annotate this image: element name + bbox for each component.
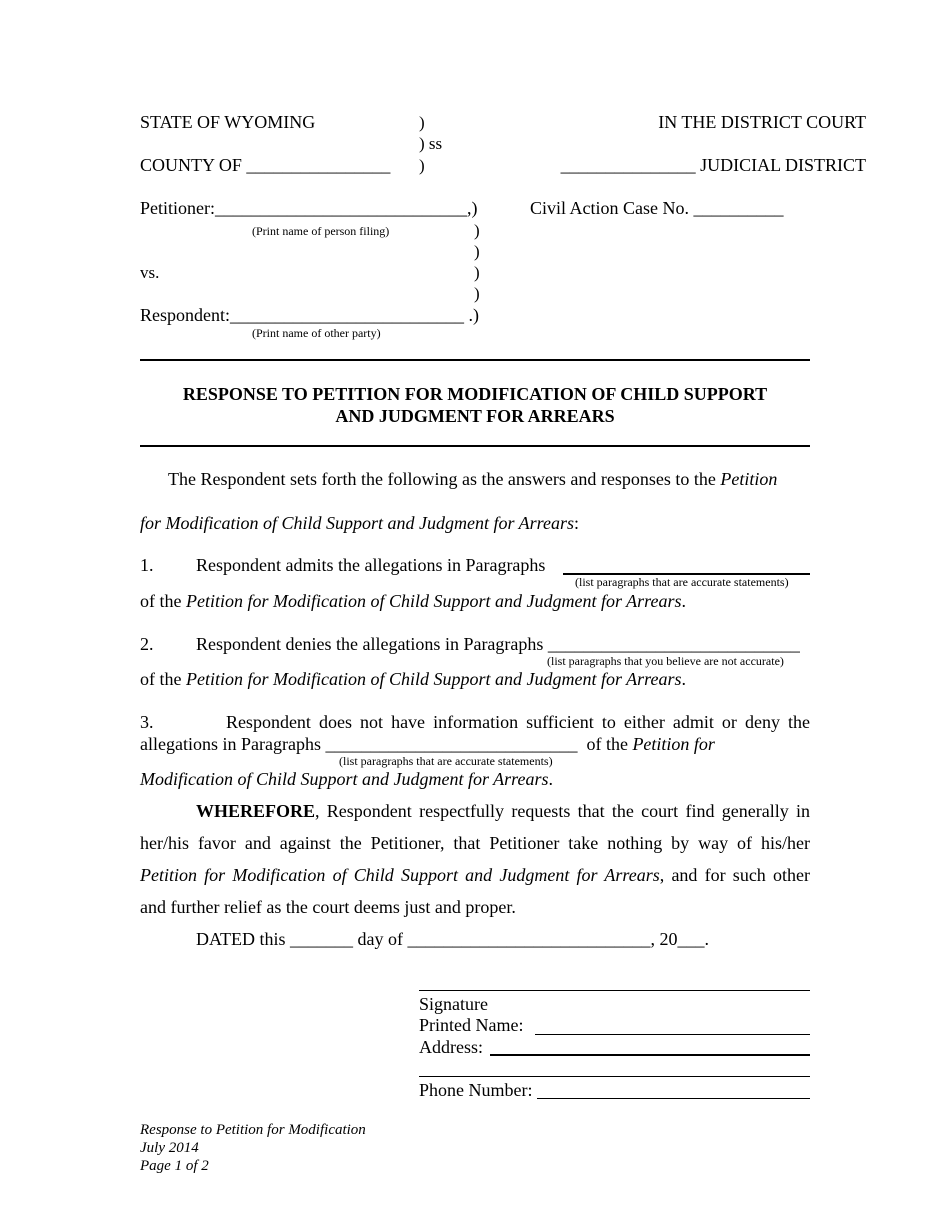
wherefore-line4: and further relief as the court deems just and proper.: [140, 897, 516, 917]
dated-field[interactable]: DATED this _______ day of ___________________________, 20___.: [196, 929, 709, 949]
title-bottom-rule: [140, 445, 810, 447]
signature-label: Signature: [419, 994, 488, 1014]
item2-hint: (list paragraphs that you believe are not accurate): [547, 654, 784, 668]
intro-line2: for Modification of Child Support and Judgment for Arrears:: [140, 513, 580, 533]
printed-name-label: Printed Name:: [419, 1015, 524, 1035]
title-top-rule: [140, 359, 810, 361]
item2-line2: of the Petition for Modification of Child Support and Judgment for Arrears.: [140, 669, 686, 689]
vs-label: vs.: [140, 263, 160, 282]
caption-paren: ): [419, 113, 425, 132]
case-number-field[interactable]: Civil Action Case No. __________: [530, 198, 784, 218]
item3-paragraphs-field[interactable]: allegations in Paragraphs ____________________________ of the Petition for: [140, 734, 715, 754]
address-field[interactable]: [490, 1054, 810, 1056]
caption-ss: ) ss: [419, 134, 443, 153]
caption-paren: ): [419, 156, 425, 175]
respondent-field[interactable]: Respondent:__________________________ .): [140, 305, 479, 325]
phone-field[interactable]: [537, 1098, 810, 1099]
signature-line[interactable]: [419, 990, 810, 991]
footer: [140, 1121, 366, 1175]
item2-number: 2.: [140, 634, 154, 654]
judicial-district-field[interactable]: _______________ JUDICIAL DISTRICT: [560, 155, 866, 175]
address-label: Address:: [419, 1037, 483, 1057]
document-title-line1: RESPONSE TO PETITION FOR MODIFICATION OF CHILD SUPPORT: [182, 384, 768, 404]
item1-text: Respondent admits the allegations in Paragraphs: [196, 555, 546, 575]
caption-paren: ): [474, 221, 480, 240]
footer-date: July 2014: [140, 1140, 199, 1156]
footer-page-number: Page 1 of 2: [140, 1158, 209, 1174]
petitioner-hint: (Print name of person filing): [252, 224, 390, 238]
wherefore-line3: Petition for Modification of Child Support and Judgment for Arrears, and for such other: [140, 865, 810, 885]
item3-line3: Modification of Child Support and Judgment for Arrears.: [140, 769, 553, 789]
court-label: IN THE DISTRICT COURT: [658, 112, 866, 132]
address-line2-field[interactable]: [419, 1076, 810, 1077]
wherefore-line1: WHEREFORE, Respondent respectfully requests that the court find generally in: [196, 801, 810, 821]
phone-label: Phone Number:: [419, 1080, 533, 1100]
caption-paren: ): [474, 242, 480, 261]
respondent-hint: (Print name of other party): [252, 326, 381, 340]
caption-paren: ): [474, 263, 480, 282]
printed-name-field[interactable]: [535, 1034, 810, 1035]
item2-paragraphs-field[interactable]: Respondent denies the allegations in Paragraphs ____________________________: [196, 634, 800, 654]
document-title-line2: AND JUDGMENT FOR ARREARS: [335, 406, 615, 426]
state-label: STATE OF WYOMING: [140, 112, 316, 132]
item3-hint: (list paragraphs that are accurate statements): [339, 754, 553, 768]
intro-line1: The Respondent sets forth the following as the answers and responses to the Petition: [168, 469, 778, 489]
caption-paren: ): [474, 284, 480, 303]
footer-form-name: Response to Petition for Modification: [140, 1122, 366, 1138]
petitioner-field[interactable]: Petitioner:____________________________,): [140, 198, 478, 218]
wherefore-line2: her/his favor and against the Petitioner, that Petitioner take nothing by way of his/her: [140, 833, 810, 853]
item3-line1: 3. Respondent does not have information sufficient to either admit or deny the: [140, 712, 810, 732]
item1-hint: (list paragraphs that are accurate statements): [575, 575, 789, 589]
county-field[interactable]: COUNTY OF ________________: [140, 155, 391, 175]
item1-number: 1.: [140, 555, 154, 575]
item1-line2: of the Petition for Modification of Child Support and Judgment for Arrears.: [140, 591, 686, 611]
